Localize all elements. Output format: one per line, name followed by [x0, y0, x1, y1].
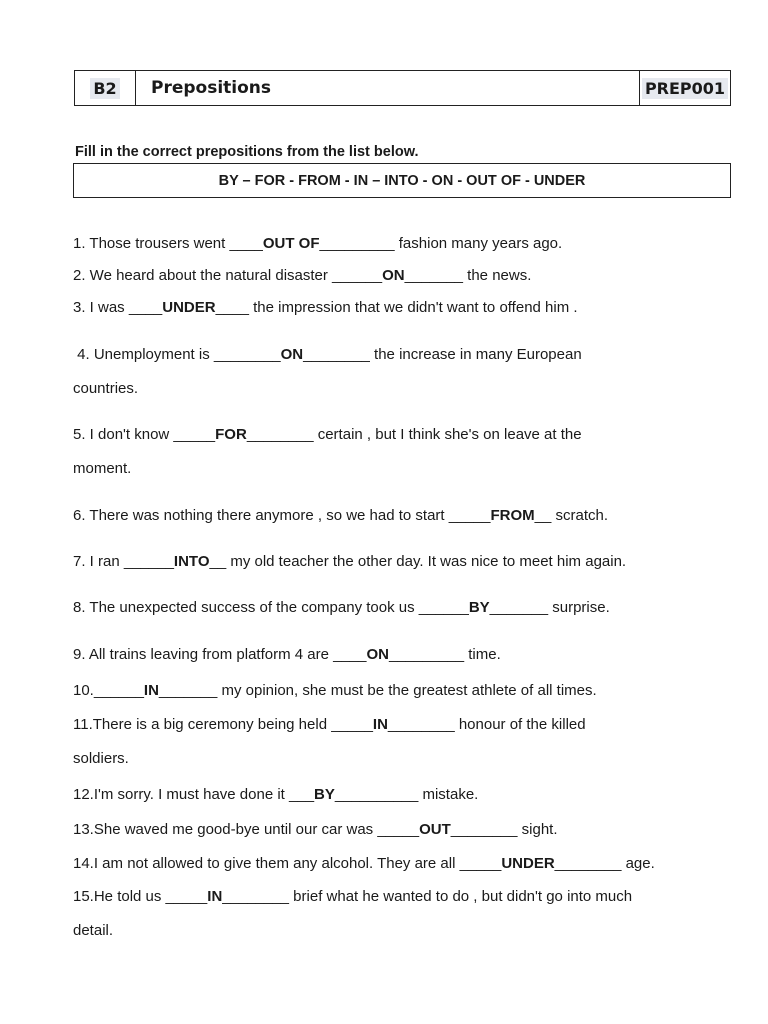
line-text-pre: detail.: [73, 922, 114, 939]
line-text-post: __ scratch.: [534, 507, 609, 524]
exercise-line: [73, 715, 586, 735]
answer-text: ON: [280, 346, 304, 363]
line-text-pre: 1. Those trousers went ____: [73, 235, 263, 252]
line-text-pre: 12.I'm sorry. I must have done it ___: [73, 786, 315, 803]
answer-text: FOR: [215, 426, 247, 443]
answer-text: INTO: [173, 553, 210, 570]
exercise-line-continuation: [73, 749, 129, 769]
line-text-pre: soldiers.: [73, 750, 129, 767]
worksheet-code: PREP001: [642, 78, 728, 99]
line-text-pre: 13.She waved me good-bye until our car was _____: [73, 821, 420, 838]
exercise-line-continuation: [73, 921, 113, 941]
exercise-line-continuation: [73, 379, 138, 399]
code-cell: [640, 71, 730, 105]
line-text-pre: 14.I am not allowed to give them any alcohol. They are all _____: [73, 855, 502, 872]
line-text-pre: moment.: [73, 460, 132, 477]
line-text-pre: 7. I ran ______: [73, 553, 174, 570]
answer-text: UNDER: [501, 855, 555, 872]
line-text-pre: 6. There was nothing there anymore , so we had to start _____: [73, 507, 491, 524]
exercise-line: [73, 425, 582, 445]
answer-text: BY: [314, 786, 335, 803]
exercise-line: [73, 298, 578, 318]
exercise-line: [73, 266, 531, 286]
line-text-post: __ my old teacher the other day. It was nice to meet him again.: [209, 553, 627, 570]
instruction-text: Fill in the correct prepositions from the list below.: [75, 144, 419, 160]
word-list-box: [73, 163, 731, 198]
line-text-pre: countries.: [73, 380, 139, 397]
answer-text: ON: [382, 267, 405, 284]
line-text-pre: 5. I don't know _____: [73, 426, 216, 443]
line-text-pre: 15.He told us _____: [73, 888, 208, 905]
answer-text: OUT OF: [262, 235, 320, 252]
line-text-post: ________ age.: [554, 855, 655, 872]
exercise-line: [73, 854, 655, 874]
line-text-pre: 8. The unexpected success of the company took us ______: [73, 599, 469, 616]
line-text-post: ________ sight.: [450, 821, 558, 838]
exercise-line: [73, 234, 562, 254]
line-text-post: _______ the news.: [404, 267, 532, 284]
line-text-pre: 10.______: [73, 682, 144, 699]
exercise-line: [73, 887, 632, 907]
title-cell: [136, 71, 640, 105]
line-text-post: ________ brief what he wanted to do , but didn't go into much: [222, 888, 633, 905]
answer-text: FROM: [490, 507, 535, 524]
answer-text: IN: [207, 888, 223, 905]
line-text-post: ________ the increase in many European: [303, 346, 582, 363]
exercise-line-continuation: [73, 459, 131, 479]
line-text-post: ____ the impression that we didn't want to offend him .: [215, 299, 578, 316]
line-text-pre: 4. Unemployment is ________: [73, 346, 281, 363]
exercise-line: [73, 598, 610, 618]
answer-text: ON: [366, 646, 389, 663]
exercise-line: [73, 506, 608, 526]
exercise-line: [73, 345, 582, 365]
worksheet-title: Prepositions: [151, 78, 272, 98]
line-text-post: _________ time.: [388, 646, 501, 663]
exercise-line: [73, 820, 558, 840]
line-text-pre: 9. All trains leaving from platform 4 are ____: [73, 646, 367, 663]
line-text-post: _________ fashion many years ago.: [319, 235, 563, 252]
line-text-post: ________ certain , but I think she's on leave at the: [246, 426, 582, 443]
line-text-pre: 3. I was ____: [73, 299, 163, 316]
exercise-line: [73, 645, 501, 665]
answer-text: IN: [143, 682, 159, 699]
answer-text: BY: [468, 599, 490, 616]
answer-text: IN: [372, 716, 388, 733]
level-cell: [75, 71, 136, 105]
level-badge: B2: [90, 78, 119, 99]
line-text-post: ________ honour of the killed: [387, 716, 586, 733]
line-text-pre: 2. We heard about the natural disaster ______: [73, 267, 383, 284]
exercise-line: [73, 552, 626, 572]
exercise-line: [73, 681, 597, 701]
answer-text: UNDER: [162, 299, 216, 316]
line-text-post: __________ mistake.: [334, 786, 479, 803]
line-text-post: _______ my opinion, she must be the greatest athlete of all times.: [158, 682, 597, 699]
line-text-post: _______ surprise.: [489, 599, 610, 616]
line-text-pre: 11.There is a big ceremony being held _____: [73, 716, 373, 733]
worksheet-header: [74, 70, 731, 106]
word-list: BY – FOR - FROM - IN – INTO - ON - OUT OF - UNDER: [218, 172, 586, 189]
answer-text: OUT: [419, 821, 451, 838]
exercise-line: [73, 785, 478, 805]
